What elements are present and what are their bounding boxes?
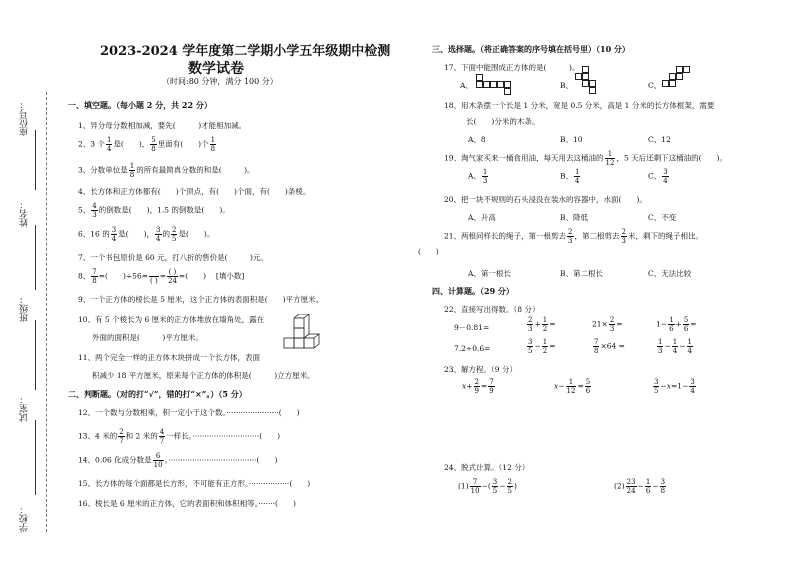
q9: 9、一个正方体的棱长是 5 厘米，这个正方体的表面积是( )平方厘米。 [78, 295, 324, 304]
calc-6: $\frac{3}{5}$ − $\frac{1}{2}$ = [528, 338, 556, 355]
q11-line1: 11、两个完全一样的正方体木块拼成一个长方体，表面 [78, 353, 261, 362]
section2-title: 二、判断题。（对的打“√”，错的打“×”。）（5 分） [68, 389, 247, 399]
q3: 3、分数单位是 $\frac{1}{8}$ 的所有最简真分数的和是( )。 [78, 162, 255, 179]
q17: 17、下面中能围成正方体的是( )。 [444, 63, 580, 72]
subject-title: 数学试卷 [188, 61, 244, 77]
q21-answer: ( ) [418, 247, 439, 256]
q14: 14、0.06 化成分数是 $\frac{6}{10}$ 。·····································( ) [78, 452, 278, 469]
q22: 22、直接写出得数。（8 分） [444, 305, 540, 314]
q19: 19、淘气家买来一桶食用油，每天用去这桶油的 $\frac{1}{12}$ ，5 天后还剩下这桶油的( )。 [444, 150, 727, 167]
q18-option-a: A、8 [468, 135, 486, 144]
q18-option-b: B、10 [560, 135, 583, 144]
q20-option-a: A、升高 [468, 213, 496, 222]
name-label: 姓名： [20, 200, 30, 227]
q16: 16、棱长是 6 厘米的正方体，它的表面积和体积相等。·······( ) [78, 499, 296, 508]
q21-option-a: A、第一根长 [468, 269, 511, 278]
q21-option-c: C、无法比较 [648, 269, 692, 278]
q17-option-c: C、 [648, 81, 662, 90]
q19-option-a: A、 $\frac{1}{3}$ [468, 168, 488, 185]
q18-line2: 长( )分米的木条。 [466, 117, 540, 126]
q15: 15、长方体的每个面都是长方形，不可能有正方形。·················( ) [78, 479, 311, 488]
q13: 13、4 米的 $\frac{2}{7}$ 和 2 米的 $\frac{4}{7}$ 一样长。····························( ) [78, 428, 281, 445]
name-line [35, 225, 36, 290]
equation-3: $\frac{3}{5}$ −x=1− $\frac{3}{4}$ [654, 378, 695, 395]
exam-room-line [35, 420, 36, 495]
q24: 24、脱式计算。（12 分） [444, 463, 530, 472]
section1-title: 一、填空题。（每小题 2 分，共 22 分） [68, 100, 212, 110]
q10-line2: 外面的面积是( )平方厘米。 [92, 333, 203, 342]
calc-4: 1− $\frac{1}{6}$ + $\frac{5}{6}$ = [656, 316, 697, 333]
class-label: 班级： [20, 295, 30, 322]
calc-5: 7.2÷0.6= [454, 344, 491, 353]
section4-title: 四、计算题。（29 分） [432, 286, 514, 296]
seat-label: 座位号： [20, 100, 30, 136]
q19-option-b: B、 $\frac{1}{4}$ [560, 168, 580, 185]
q11-line2: 积减少 18 平方厘米，原来每个正方体的体积是( )立方厘米。 [92, 371, 315, 380]
binding-line [46, 92, 47, 532]
exam-title: 2023-2024 学年度第二学期小学五年级期中检测 [100, 44, 391, 59]
exam-room-label: 试室： [20, 395, 30, 422]
q4: 4、长方体和正方体都有( )个顶点，有( )个面，有( )条棱。 [78, 187, 311, 196]
section3-title: 三、选择题。（将正确答案的序号填在括号里）（10 分） [432, 44, 630, 54]
expression-1: (1) $\frac{7}{10}$ −( $\frac{3}{5}$ − $\frac{2}{5}$ ) [458, 478, 517, 495]
q19-option-c: C、 $\frac{3}{4}$ [648, 168, 668, 185]
equation-1: x+ $\frac{2}{9}$ = $\frac{7}{9}$ [462, 378, 494, 395]
calc-3: 21× $\frac{2}{3}$ = [592, 316, 623, 333]
q10-line1: 10、有 5 个棱长为 6 厘米的正方体堆放在墙角处，露在 [78, 315, 265, 324]
q7: 7、一个书包原价是 60 元，打八折的售价是( )元。 [78, 253, 268, 262]
stacked-cubes-figure [282, 314, 324, 352]
q21-option-b: B、第二根长 [560, 269, 604, 278]
expression-2: (2) $\frac{23}{24}$ − $\frac{1}{6}$ − $\frac{3}{8}$ [614, 478, 666, 495]
q23: 23、解方程。（9 分） [444, 365, 517, 374]
q5: 5、 $\frac{4}{3}$ 的倒数是( )，1.5 的倒数是( )。 [78, 202, 230, 219]
q18-line1: 18、用木条摆一个长是 1 分米，宽是 0.5 分米，高是 1 分米的长方体框架，需要 [444, 101, 715, 110]
q20-option-c: C、不变 [648, 213, 677, 222]
q20: 20、把一块不规则的石头浸没在装水的容器中，水面( )。 [444, 195, 647, 204]
seat-line [35, 130, 36, 190]
q1: 1、异分母分数相加减，要先( )才能相加减。 [78, 121, 247, 130]
q17-option-b: B、 [560, 81, 574, 90]
school-label: 学校： [20, 505, 30, 532]
equation-2: x− $\frac{1}{12}$ = $\frac{5}{6}$ [554, 378, 591, 395]
exam-info: （时间:80 分钟，满分 100 分） [162, 77, 278, 86]
calc-1: 9－0.81= [454, 323, 490, 332]
q21: 21、两根同样长的绳子，第一根剪去 $\frac{2}{3}$ ，第二根剪去 $\frac{2}{3}$ 米，剩下的绳子相比。 [444, 228, 703, 245]
q20-option-b: B、降低 [560, 213, 589, 222]
q2: 2、3 个 $\frac{1}{4}$ 是( )， $\frac{5}{8}$ 里面有( )个 $\frac{1}{8}$ [78, 136, 216, 153]
calc-7: $\frac{7}{8}$ ×64 = [594, 338, 625, 355]
q18-option-c: C、12 [648, 135, 671, 144]
q17-option-a: A、 [460, 81, 473, 90]
q6: 6、16 的 $\frac{3}{4}$ 是( )， $\frac{3}{4}$ 的 $\frac{2}{5}$ 是( )。 [78, 226, 215, 243]
binding-margin [0, 0, 58, 562]
q12: 12、一个数与分数相乘，积一定小于这个数。······················( ) [78, 408, 300, 417]
calc-2: $\frac{2}{3}$ + $\frac{1}{2}$ = [528, 316, 556, 333]
q8: 8、 $\frac{7}{8}$ =( )÷56= ( ) = $\frac{( )}{24}$ =( ) [填小数] [78, 268, 245, 285]
class-line [35, 320, 36, 390]
calc-8: $\frac{1}{3}$ − $\frac{1}{4}$ − $\frac{1}{4}$ [658, 338, 692, 355]
